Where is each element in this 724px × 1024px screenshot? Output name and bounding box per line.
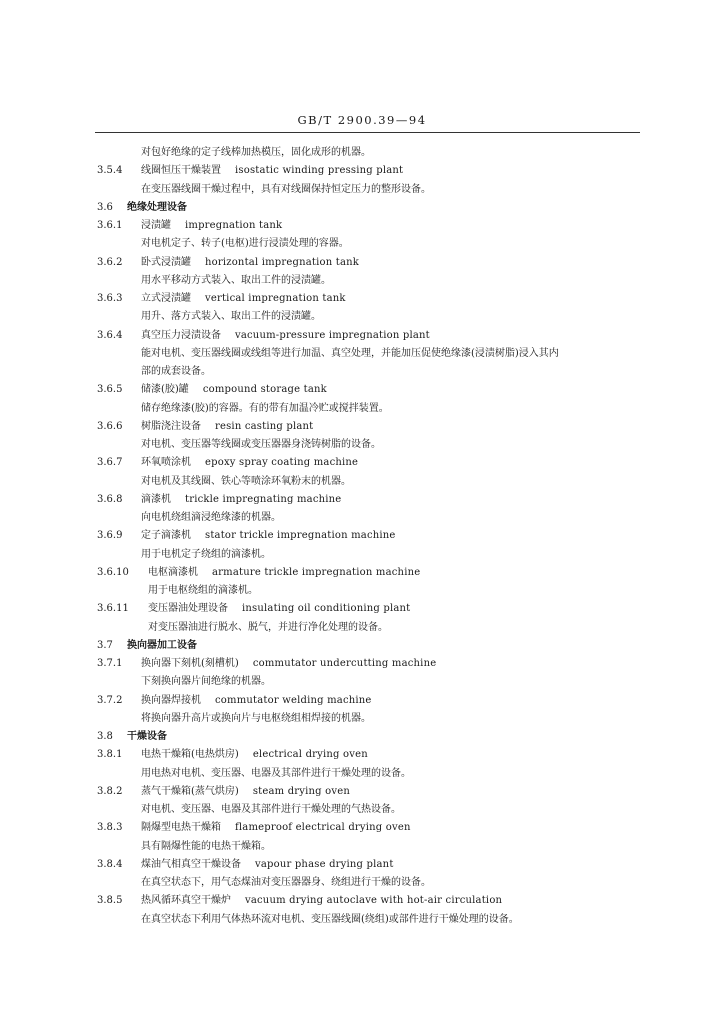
- definition-text: 部的成套设备。: [141, 366, 211, 377]
- definition-text: 用于电机定子绕组的滴漆机。: [141, 548, 271, 560]
- term-english: compound storage tank: [202, 384, 327, 396]
- definition-text: 用电热对电机、变压器、电器及其部件进行干燥处理的设备。: [141, 767, 411, 779]
- clause-number: 3.6.8: [97, 493, 123, 505]
- term-chinese: 蒸气干燥箱(蒸气烘房): [141, 785, 239, 797]
- definition-text: 对电机定子、转子(电枢)进行浸渍处理的容器。: [141, 238, 349, 250]
- term-english: insulating oil conditioning plant: [242, 603, 411, 615]
- term-chinese: 环氧喷涂机: [141, 457, 191, 469]
- clause-number: 3.8.3: [97, 822, 123, 834]
- term-english: flameproof electrical drying oven: [235, 822, 411, 834]
- clause-number: 3.6: [97, 201, 113, 213]
- term-chinese: 储漆(胶)罐: [141, 384, 189, 396]
- definition-text: 具有隔爆性能的电热干燥箱。: [141, 840, 271, 852]
- clause-number: 3.7: [97, 639, 113, 651]
- term-chinese: 换向器焊接机: [141, 694, 201, 706]
- definition-text: 向电机绕组滴浸绝缘漆的机器。: [141, 512, 281, 523]
- term-english: commutator welding machine: [215, 694, 372, 706]
- term-english: commutator undercutting machine: [252, 658, 437, 669]
- definition-text: 用升、落方式装入、取出工件的浸渍罐。: [141, 311, 321, 323]
- term-english: vapour phase drying plant: [255, 858, 394, 870]
- clause-number: 3.8: [97, 731, 113, 742]
- term-chinese: 热风循环真空干燥炉: [141, 895, 231, 907]
- term-english: vertical impregnation tank: [205, 293, 346, 304]
- term-english: resin casting plant: [215, 420, 314, 432]
- term-english: horizontal impregnation tank: [205, 256, 360, 268]
- definition-text: 对变压器油进行脱水、脱气，并进行净化处理的设备。: [148, 621, 388, 633]
- clause-number: 3.8.2: [97, 785, 123, 797]
- definition-text: 将换向器升高片或换向片与电枢绕组相焊接的机器。: [141, 712, 371, 724]
- definition-text: 在变压器线圈干燥过程中，具有对线圈保持恒定压力的整形设备。: [141, 183, 431, 195]
- clause-number: 3.8.4: [97, 858, 123, 870]
- clause-number: 3.5.4: [97, 165, 123, 177]
- term-chinese: 煤油气相真空干燥设备: [141, 858, 241, 870]
- definition-text: 用于电枢绕组的滴漆机。: [148, 585, 258, 596]
- clause-number: 3.6.5: [97, 384, 123, 396]
- clause-number: 3.6.1: [97, 220, 123, 231]
- term-chinese: 滴漆机: [141, 493, 171, 505]
- definition-text: 下刻换向器片间绝缘的机器。: [141, 676, 271, 688]
- clause-number: 3.6.4: [97, 329, 123, 341]
- section-title: 换向器加工设备: [127, 639, 197, 651]
- section-title: 干燥设备: [127, 731, 167, 742]
- term-chinese: 隔爆型电热干燥箱: [141, 822, 221, 834]
- term-chinese: 真空压力浸渍设备: [141, 329, 221, 341]
- term-chinese: 树脂浇注设备: [141, 420, 201, 432]
- clause-number: 3.6.7: [97, 457, 123, 469]
- term-english: epoxy spray coating machine: [205, 457, 359, 469]
- clause-number: 3.8.1: [97, 749, 123, 761]
- definition-text: 能对电机、变压器线圈或线组等进行加温、真空处理，并能加压促使绝缘漆(浸渍树脂)浸入其内: [141, 347, 559, 359]
- definition-text: 在真空状态下利用气体热环流对电机、变压器线圈(绕组)或部件进行干燥处理的设备。: [141, 913, 519, 925]
- term-chinese: 线圈恒压干燥装置: [141, 165, 221, 177]
- term-english: vacuum-pressure impregnation plant: [235, 329, 430, 341]
- definition-text: 储存绝缘漆(胶)的容器。有的带有加温冷贮或搅拌装置。: [141, 402, 389, 414]
- clause-number: 3.6.10: [97, 566, 129, 578]
- term-chinese: 换向器下刻机(刻槽机): [141, 658, 239, 669]
- term-chinese: 电枢滴漆机: [148, 566, 198, 578]
- term-english: stator trickle impregnation machine: [205, 530, 396, 542]
- definition-text: 对电机、变压器、电器及其部件进行干燥处理的气热设备。: [141, 804, 401, 815]
- term-chinese: 浸渍罐: [141, 220, 171, 231]
- term-chinese: 立式浸渍罐: [141, 293, 191, 304]
- clause-number: 3.6.3: [97, 293, 123, 304]
- term-chinese: 定子滴漆机: [141, 530, 191, 542]
- definition-text: 对电机及其线圈、铁心等喷涂环氧粉末的机器。: [141, 475, 351, 487]
- term-english: electrical drying oven: [252, 749, 368, 761]
- definition-text: 对电机、变压器等线圈或变压器器身浇铸树脂的设备。: [141, 439, 381, 450]
- term-english: armature trickle impregnation machine: [212, 566, 421, 578]
- term-english: vacuum drying autoclave with hot-air circulation: [245, 895, 503, 907]
- clause-number: 3.6.11: [97, 603, 129, 615]
- term-english: trickle impregnating machine: [185, 493, 342, 505]
- definition-text: 对包好绝缘的定子线棒加热模压，固化成形的机器。: [141, 147, 371, 158]
- clause-number: 3.7.2: [97, 694, 123, 706]
- clause-number: 3.6.9: [97, 530, 123, 542]
- term-english: steam drying oven: [252, 785, 350, 797]
- definition-text: 用水平移动方式装入、取出工件的浸渍罐。: [141, 274, 331, 286]
- term-chinese: 变压器油处理设备: [148, 603, 228, 615]
- term-chinese: 电热干燥箱(电热烘房): [141, 749, 239, 761]
- page-header: GB/T 2900.39—94: [297, 113, 427, 127]
- definition-text: 在真空状态下，用气态煤油对变压器器身、绕组进行干燥的设备。: [141, 877, 431, 888]
- clause-number: 3.7.1: [97, 658, 123, 669]
- term-chinese: 卧式浸渍罐: [141, 256, 191, 268]
- section-title: 绝缘处理设备: [127, 201, 187, 213]
- term-english: impregnation tank: [185, 220, 283, 231]
- header-rule: [95, 132, 640, 133]
- term-english: isostatic winding pressing plant: [235, 165, 404, 177]
- clause-number: 3.6.2: [97, 256, 123, 268]
- clause-number: 3.8.5: [97, 895, 123, 907]
- clause-number: 3.6.6: [97, 420, 123, 432]
